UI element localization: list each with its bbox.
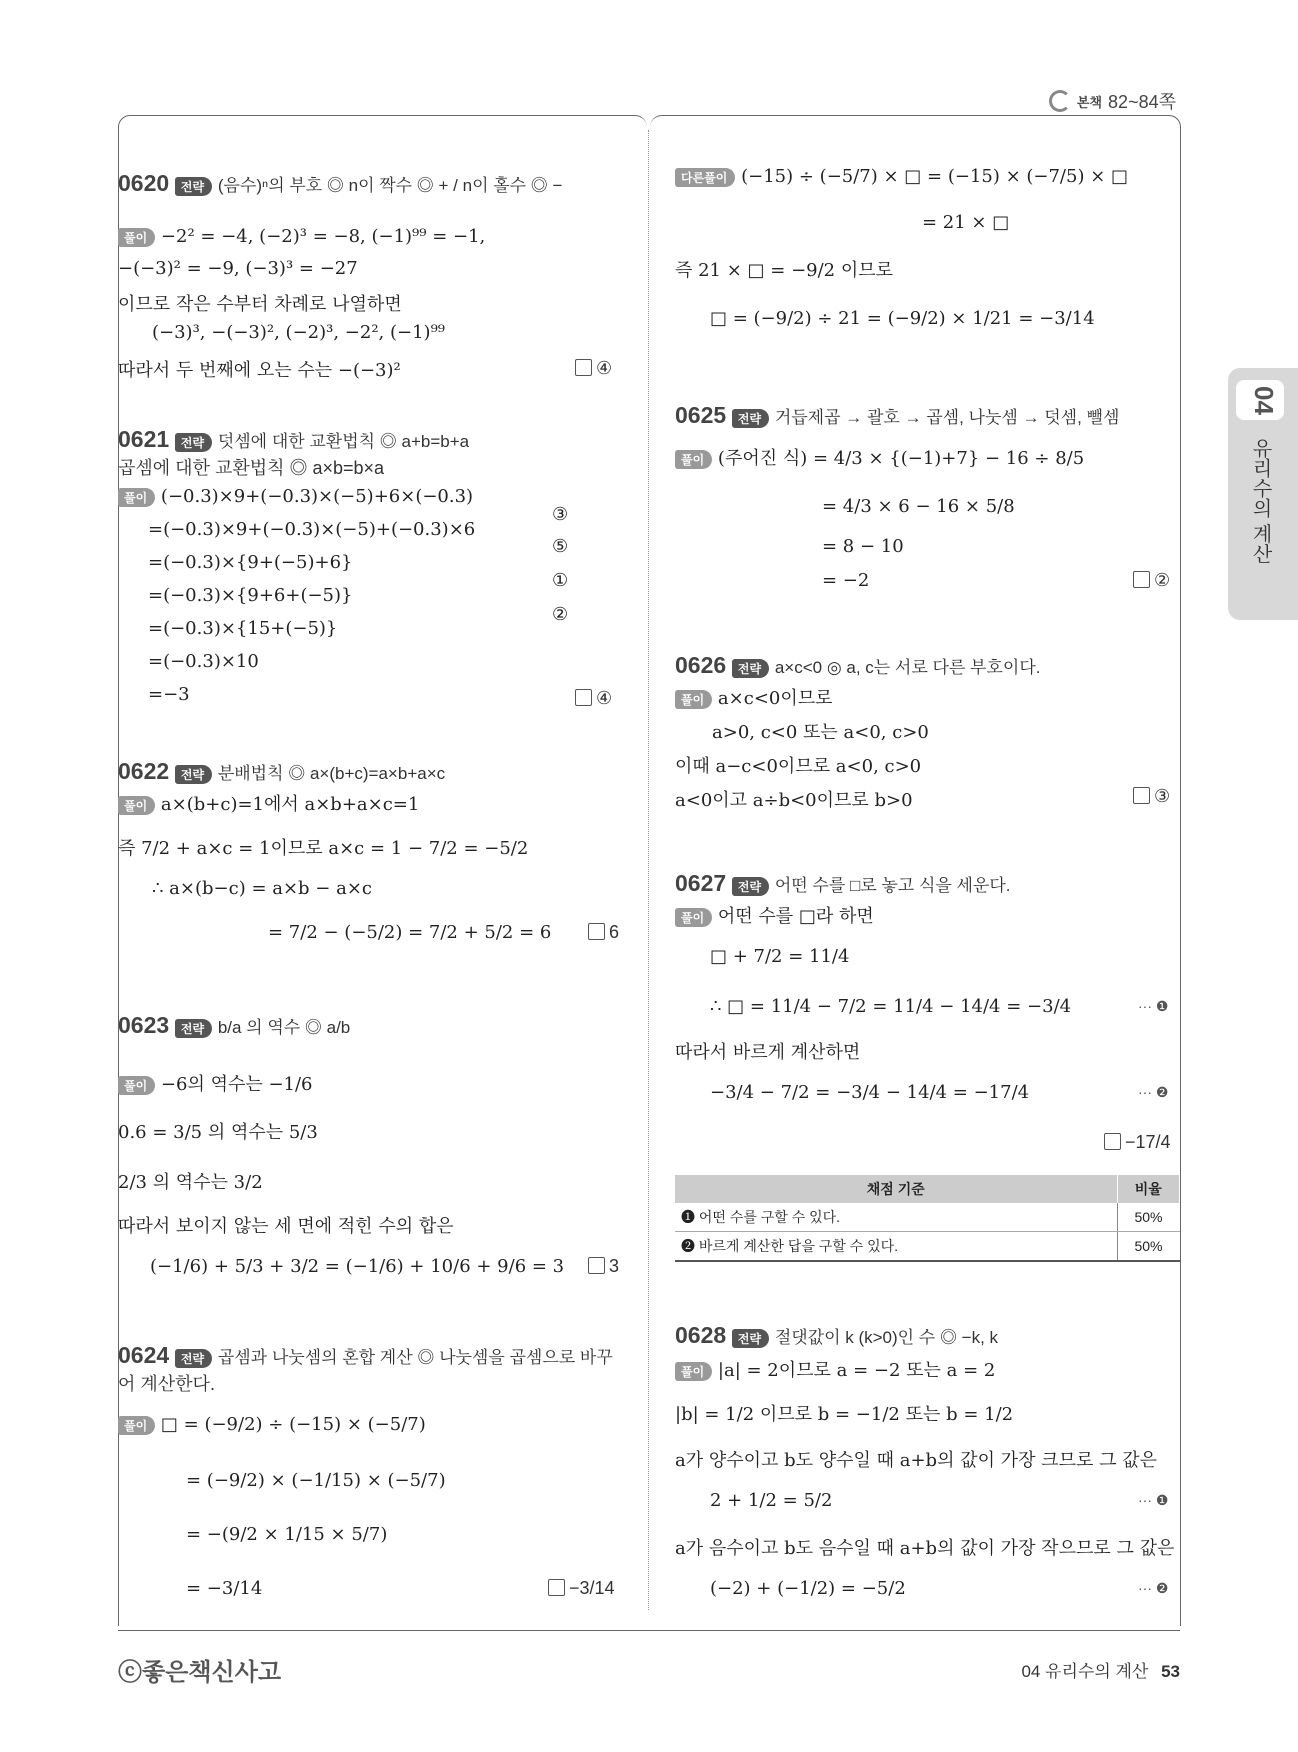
solution-line: −3/4 − 7/2 = −3/4 − 14/4 = −17/4 <box>710 1082 1030 1103</box>
answer: ④ <box>575 688 612 709</box>
chapter-number: 04 <box>1236 380 1284 420</box>
solution-line: 따라서 두 번째에 오는 수는 −(−3)² <box>118 360 401 381</box>
solution-line: =(−0.3)×10 <box>148 651 259 672</box>
solution-badge: 풀이 <box>118 796 155 815</box>
alt-solution-line: □ = (−9/2) ÷ 21 = (−9/2) × 1/21 = −3/14 <box>710 308 1095 329</box>
answer-icon <box>575 359 592 376</box>
solution-line: 풀이 (−0.3)×9+(−0.3)×(−5)+6×(−0.3) <box>118 486 473 507</box>
strategy-text-2: 어 계산한다. <box>118 1374 215 1394</box>
solution-line: 0.6 = 3/5 의 역수는 5/3 <box>118 1122 318 1143</box>
scoring-table-header <box>675 1175 1180 1203</box>
answer-icon <box>1104 1133 1121 1150</box>
problem-0620-header <box>118 170 562 197</box>
solution-line: 따라서 보이지 않는 세 면에 적힌 수의 합은 <box>118 1216 454 1237</box>
solution-line: = −3/14 <box>186 1578 263 1599</box>
strategy-text: (음수)ⁿ의 부호 ◎ n이 짝수 ◎ + / n이 홀수 ◎ − <box>217 176 563 195</box>
solution-line: 따라서 바르게 계산하면 <box>675 1042 861 1063</box>
solution-line: 이때 a−c<0이므로 a<0, c>0 <box>675 756 922 777</box>
solution-line: 이므로 작은 수부터 차례로 나열하면 <box>118 294 402 315</box>
ratio-cell: 50% <box>1117 1232 1180 1262</box>
problem-0621-header <box>118 426 469 453</box>
solution-line: (−1/6) + 5/3 + 3/2 = (−1/6) + 10/6 + 9/6 = 3 <box>150 1256 565 1277</box>
solution-line: =(−0.3)×9+(−0.3)×(−5)+(−0.3)×6 <box>148 519 476 540</box>
answer-icon <box>548 1579 565 1596</box>
solution-line: ∴ □ = 11/4 − 7/2 = 11/4 − 14/4 = −3/4 <box>710 996 1072 1017</box>
chapter-title: 유리수의 계산 <box>1249 438 1271 564</box>
footer-chapter: 04 유리수의 계산 <box>1021 1662 1149 1681</box>
strategy-badge: 전략 <box>175 177 212 196</box>
table-row <box>675 1232 1180 1262</box>
solution-line: =(−0.3)×{9+6+(−5)} <box>148 585 353 606</box>
strategy-text: 덧셈에 대한 교환법칙 ◎ a+b=b+a <box>217 432 470 451</box>
solution-badge: 풀이 <box>675 690 712 709</box>
answer: ④ <box>575 358 612 379</box>
answer: ③ <box>1133 786 1170 807</box>
answer-icon <box>575 689 592 706</box>
refresh-arrow-icon <box>1049 90 1071 112</box>
score-mark: ··· ❶ <box>1138 1492 1169 1508</box>
problem-0627-header <box>675 870 1011 897</box>
solution-line: 풀이 (주어진 식) = 4/3 × {(−1)+7} − 16 ÷ 8/5 <box>675 444 1084 470</box>
answer: ② <box>1133 570 1170 591</box>
solution-line: 풀이 □ = (−9/2) ÷ (−15) × (−5/7) <box>118 1414 426 1435</box>
ref-tag: 본책 <box>1076 94 1103 110</box>
solution-badge: 풀이 <box>118 488 155 507</box>
solution-line: 풀이 −2² = −4, (−2)³ = −8, (−1)⁹⁹ = −1, <box>118 226 485 247</box>
step-label: ③ <box>552 504 569 525</box>
criteria-cell: ❶ 어떤 수를 구할 수 있다. <box>675 1203 1117 1232</box>
solution-line: a>0, c<0 또는 a<0, c>0 <box>712 722 929 743</box>
problem-id: 0624 <box>118 1342 170 1368</box>
solution-line: (−2) + (−1/2) = −5/2 <box>710 1578 906 1599</box>
solution-line: ∴ a×(b−c) = a×b − a×c <box>152 878 372 899</box>
solution-line: (−3)³, −(−3)², (−2)³, −2², (−1)⁹⁹ <box>152 322 446 343</box>
solution-line: = 7/2 − (−5/2) = 7/2 + 5/2 = 6 <box>268 922 552 943</box>
column-divider <box>648 130 649 1610</box>
solution-line: 풀이 |a| = 2이므로 a = −2 또는 a = 2 <box>675 1356 995 1382</box>
answer-icon <box>1133 571 1150 588</box>
page-number: 53 <box>1161 1662 1180 1681</box>
strategy-text: 절댓값이 k (k>0)인 수 ◎ −k, k <box>774 1328 999 1347</box>
problem-0624-header <box>118 1342 613 1369</box>
page-reference <box>1049 88 1176 114</box>
solution-line: a가 양수이고 b도 양수일 때 a+b의 값이 가장 크므로 그 값은 <box>675 1450 1157 1471</box>
ratio-cell: 50% <box>1117 1203 1180 1232</box>
answer: 3 <box>588 1256 619 1277</box>
table-row <box>675 1203 1180 1232</box>
solution-badge: 풀이 <box>675 450 712 469</box>
step-label: ① <box>552 570 569 591</box>
solution-line: = −(9/2 × 1/15 × 5/7) <box>186 1524 388 1545</box>
solution-line: 풀이 어떤 수를 □라 하면 <box>675 902 874 928</box>
alt-solution-line: = 21 × □ <box>922 212 1010 233</box>
problem-id: 0623 <box>118 1012 170 1038</box>
answer-icon <box>1133 787 1150 804</box>
step-label: ⑤ <box>552 536 569 557</box>
problem-id: 0620 <box>118 170 170 196</box>
answer: −17/4 <box>1104 1132 1171 1153</box>
strategy-badge: 전략 <box>175 1019 212 1038</box>
criteria-cell: ❷ 바르게 계산한 답을 구할 수 있다. <box>675 1232 1117 1262</box>
strategy-badge: 전략 <box>175 765 212 784</box>
solution-line: =−3 <box>148 684 190 705</box>
solution-badge: 풀이 <box>118 1416 155 1435</box>
solution-line: = (−9/2) × (−1/15) × (−5/7) <box>186 1470 446 1491</box>
alt-solution-line: 즉 21 × □ = −9/2 이므로 <box>675 260 894 281</box>
solution-badge: 풀이 <box>118 1076 155 1095</box>
solution-line: −(−3)² = −9, (−3)³ = −27 <box>118 258 358 279</box>
strategy-badge: 전략 <box>732 659 769 678</box>
score-mark: ··· ❷ <box>1138 1580 1169 1596</box>
problem-id: 0622 <box>118 758 170 784</box>
strategy-badge: 전략 <box>732 409 769 428</box>
solution-line: 풀이 a×(b+c)=1에서 a×b+a×c=1 <box>118 790 419 816</box>
strategy-badge: 전략 <box>732 877 769 896</box>
problem-id: 0626 <box>675 652 727 678</box>
solution-line: a가 음수이고 b도 음수일 때 a+b의 값이 가장 작으므로 그 값은 <box>675 1538 1175 1559</box>
alt-solution-line: 다른풀이 (−15) ÷ (−5/7) × □ = (−15) × (−7/5) × □ <box>675 166 1128 187</box>
problem-0622-header <box>118 758 445 785</box>
strategy-text-2: 곱셈에 대한 교환법칙 ◎ a×b=b×a <box>118 458 385 478</box>
problem-id: 0628 <box>675 1322 727 1348</box>
solution-line: a<0이고 a÷b<0이므로 b>0 <box>675 790 913 811</box>
strategy-badge: 전략 <box>175 1349 212 1368</box>
solution-line: = 4/3 × 6 − 16 × 5/8 <box>822 496 1015 517</box>
strategy-text: 분배법칙 ◎ a×(b+c)=a×b+a×c <box>217 764 446 783</box>
solution-line: 즉 7/2 + a×c = 1이므로 a×c = 1 − 7/2 = −5/2 <box>118 838 529 859</box>
solution-line: 풀이 −6의 역수는 −1/6 <box>118 1070 313 1096</box>
page-footer <box>1021 1657 1180 1682</box>
ratio-header: 비율 <box>1117 1175 1180 1203</box>
strategy-text: a×c<0 ◎ a, c는 서로 다른 부호이다. <box>774 658 1041 677</box>
solution-line: □ + 7/2 = 11/4 <box>710 946 850 967</box>
score-mark: ··· ❷ <box>1138 1084 1169 1100</box>
strategy-badge: 전략 <box>175 433 212 452</box>
other-solution-badge: 다른풀이 <box>675 168 735 187</box>
problem-id: 0621 <box>118 426 170 452</box>
strategy-text: b/a 의 역수 ◎ a/b <box>217 1018 351 1037</box>
problem-0628-header <box>675 1322 998 1349</box>
problem-0626-header <box>675 652 1040 679</box>
strategy-text: 어떤 수를 □로 놓고 식을 세운다. <box>774 876 1011 895</box>
problem-id: 0625 <box>675 402 727 428</box>
step-label: ② <box>552 604 569 625</box>
solution-line: |b| = 1/2 이므로 b = −1/2 또는 b = 1/2 <box>675 1404 1014 1425</box>
strategy-badge: 전략 <box>732 1329 769 1348</box>
solution-line: =(−0.3)×{9+(−5)+6} <box>148 552 353 573</box>
strategy-text: 거듭제곱 → 괄호 → 곱셈, 나눗셈 → 덧셈, 뺄셈 <box>774 408 1120 427</box>
criteria-header: 채점 기준 <box>675 1175 1117 1203</box>
solution-line: =(−0.3)×{15+(−5)} <box>148 618 338 639</box>
problem-id: 0627 <box>675 870 727 896</box>
chapter-side-tab <box>1228 368 1298 620</box>
solution-line: 2 + 1/2 = 5/2 <box>710 1490 833 1511</box>
solution-badge: 풀이 <box>118 228 155 247</box>
scoring-table <box>675 1175 1180 1262</box>
problem-0625-header <box>675 402 1119 429</box>
solution-line: = −2 <box>822 570 870 591</box>
strategy-text: 곱셈과 나눗셈의 혼합 계산 ◎ 나눗셈을 곱셈으로 바꾸 <box>217 1348 613 1367</box>
ref-pages: 82~84쪽 <box>1108 92 1176 112</box>
solution-badge: 풀이 <box>675 908 712 927</box>
answer-icon <box>588 923 605 940</box>
answer: −3/14 <box>548 1578 615 1599</box>
answer-icon <box>588 1257 605 1274</box>
score-mark: ··· ❶ <box>1138 998 1169 1014</box>
solution-line: 2/3 의 역수는 3/2 <box>118 1172 263 1193</box>
solution-badge: 풀이 <box>675 1362 712 1381</box>
publisher-logo: ⓒ좋은책신사고 <box>118 1659 282 1686</box>
answer: 6 <box>588 922 619 943</box>
solution-line: 풀이 a×c<0이므로 <box>675 684 833 710</box>
problem-0623-header <box>118 1012 350 1039</box>
footer-rule <box>118 1630 1180 1631</box>
solution-line: = 8 − 10 <box>822 536 904 557</box>
